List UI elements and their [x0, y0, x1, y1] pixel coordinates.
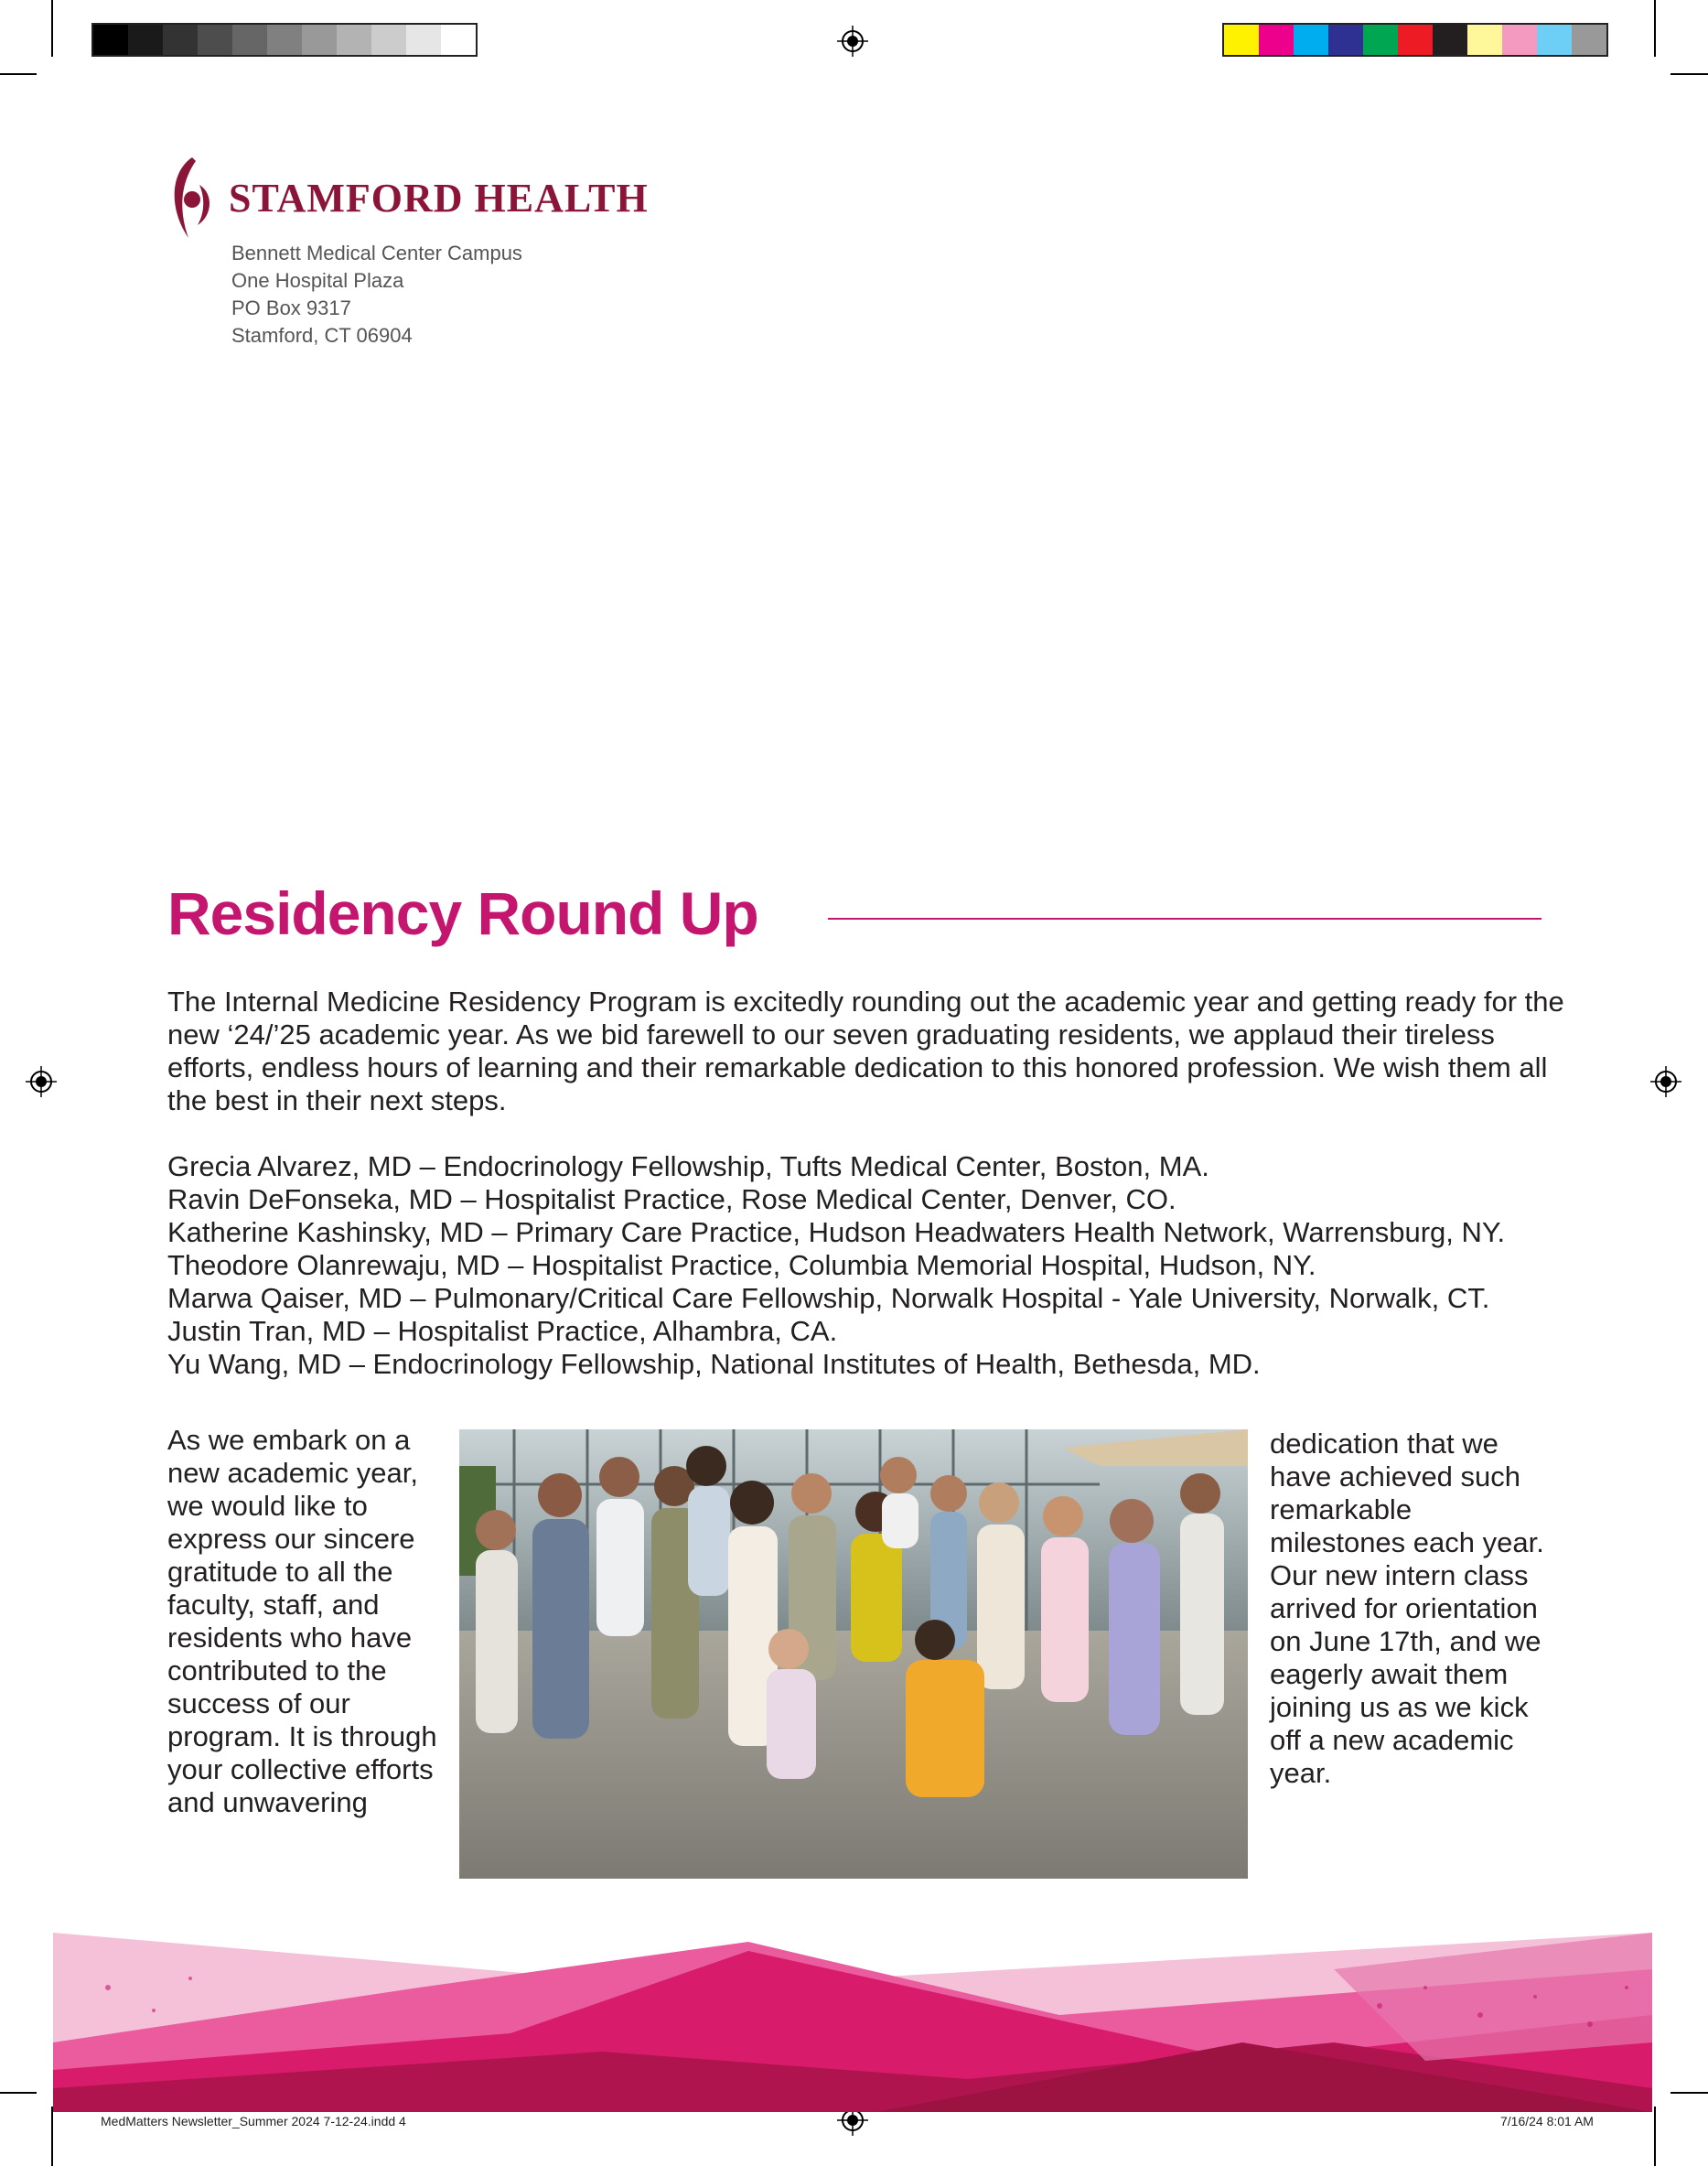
stamford-health-logo [165, 152, 649, 243]
graduate-entry: Justin Tran, MD – Hospitalist Practice, Alhambra, CA. [167, 1315, 838, 1347]
crop-mark [1670, 73, 1708, 75]
gray-swatch [232, 25, 267, 55]
color-swatch [1537, 25, 1572, 55]
address-line: Bennett Medical Center Campus [231, 242, 522, 264]
crop-mark [1654, 0, 1656, 57]
gray-swatch [371, 25, 406, 55]
crop-mark [51, 0, 53, 57]
gray-swatch [128, 25, 163, 55]
print-slug-timestamp: 7/16/24 8:01 AM [1500, 2114, 1594, 2128]
color-swatch [1224, 25, 1259, 55]
graduate-entry: Grecia Alvarez, MD – Endocrinology Fellowship, Tufts Medical Center, Boston, MA. [167, 1150, 1209, 1182]
gray-swatch [302, 25, 337, 55]
color-swatch [1433, 25, 1467, 55]
decorative-banner [53, 1933, 1652, 2112]
gray-swatch [198, 25, 232, 55]
group-photo-illustration [459, 1429, 1248, 1879]
color-swatch [1572, 25, 1606, 55]
registration-mark-icon [837, 26, 868, 57]
color-swatch [1398, 25, 1433, 55]
graduates-list [167, 1150, 1595, 1381]
left-column-text: As we embark on a new academic year, we would like to express our sincere gratitude to all the faculty, staff, and residents who have contributed to the success of our program. It is through your collective efforts and unwavering [167, 1424, 437, 1818]
graduate-entry: Yu Wang, MD – Endocrinology Fellowship, National Institutes of Health, Bethesda, MD. [167, 1348, 1261, 1380]
color-swatch [1328, 25, 1363, 55]
graduate-entry: Marwa Qaiser, MD – Pulmonary/Critical Care Fellowship, Norwalk Hospital - Yale University, Norwalk, CT. [167, 1282, 1490, 1314]
registration-mark-icon [26, 1066, 57, 1097]
registration-mark-icon [1650, 1066, 1681, 1097]
gray-swatch [163, 25, 198, 55]
gray-swatch [337, 25, 371, 55]
logo-wordmark-text: STAMFORD HEALTH [229, 175, 649, 221]
heading-divider [828, 918, 1541, 920]
color-swatch [1294, 25, 1328, 55]
crop-mark [0, 73, 37, 75]
article-heading: Residency Round Up [167, 879, 758, 947]
graduate-entry: Ravin DeFonseka, MD – Hospitalist Practice, Rose Medical Center, Denver, CO. [167, 1183, 1176, 1215]
address-line: PO Box 9317 [231, 296, 351, 319]
color-swatch [1363, 25, 1398, 55]
color-swatch [1259, 25, 1294, 55]
crop-mark [1670, 2092, 1708, 2094]
gray-swatch [406, 25, 441, 55]
stamford-health-emblem-icon [165, 152, 216, 243]
crop-mark [1654, 2107, 1656, 2166]
color-calibration-bar [1222, 23, 1608, 57]
crop-mark [51, 2107, 53, 2166]
gray-swatch [441, 25, 476, 55]
grayscale-calibration-bar [91, 23, 478, 57]
graduate-entry: Theodore Olanrewaju, MD – Hospitalist Practice, Columbia Memorial Hospital, Hudson, NY. [167, 1249, 1316, 1281]
print-slug-file: MedMatters Newsletter_Summer 2024 7-12-24.indd 4 [101, 2114, 406, 2128]
address-line: One Hospital Plaza [231, 269, 404, 292]
gray-swatch [93, 25, 128, 55]
group-photo [459, 1429, 1248, 1879]
color-swatch [1502, 25, 1537, 55]
gray-swatch [267, 25, 302, 55]
color-swatch [1467, 25, 1502, 55]
crop-mark [0, 2092, 37, 2094]
graduate-entry: Katherine Kashinsky, MD – Primary Care Practice, Hudson Headwaters Health Network, Warrensburg, NY. [167, 1216, 1506, 1248]
right-column-text: dedication that we have achieved such remarkable milestones each year. Our new intern class arrived for orientation on June 17th, and we eagerly await them joining us as we kick off a new academic year. [1270, 1428, 1544, 1789]
logo-wordmark [229, 175, 649, 221]
mailing-address [231, 240, 522, 350]
intro-paragraph: The Internal Medicine Residency Program is excitedly rounding out the academic year and getting ready for the new ‘24/’25 academic year. As we bid farewell to our seven graduating residents, we applaud their tireless efforts, endless hours of learning and their remarkable dedication to this honored profession. We wish them all the best in their next steps. [167, 986, 1564, 1116]
address-line: Stamford, CT 06904 [231, 324, 413, 347]
